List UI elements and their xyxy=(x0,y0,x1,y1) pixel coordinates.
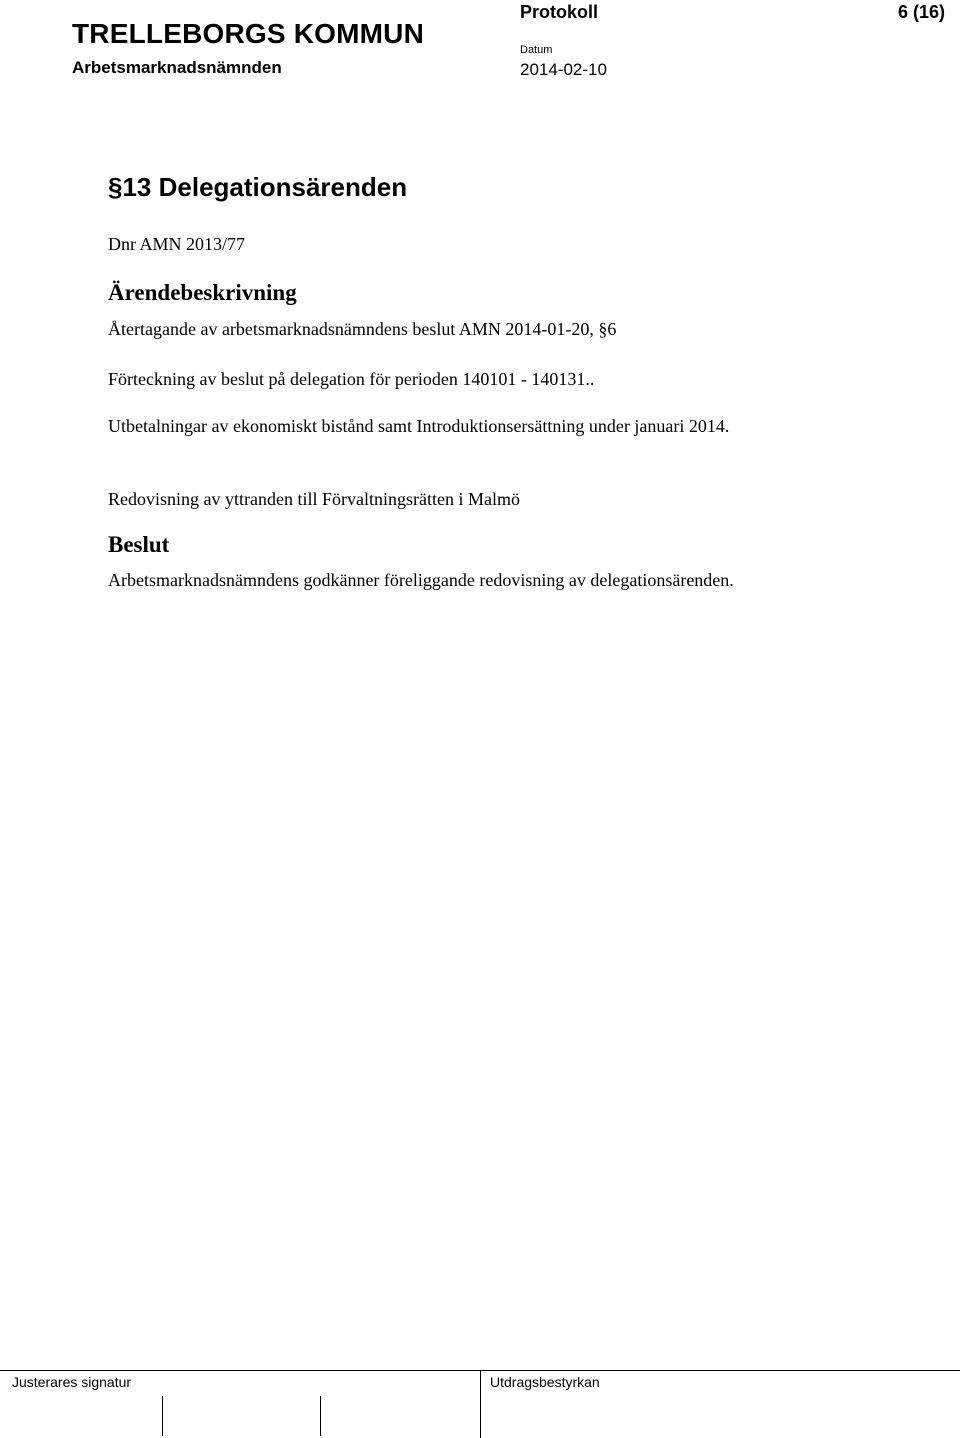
document-date: 2014-02-10 xyxy=(520,60,607,79)
case-number: Dnr AMN 2013/77 xyxy=(108,234,246,254)
signature-field[interactable] xyxy=(162,1396,164,1436)
signature-field[interactable] xyxy=(320,1396,322,1436)
page-number: 6 (16) xyxy=(898,2,946,22)
department-name: Arbetsmarknadsnämnden xyxy=(72,58,282,77)
footer-separator xyxy=(480,1370,481,1438)
date-label: Datum xyxy=(520,44,553,56)
description-item: Förteckning av beslut på delegation för perioden 140101 - 140131.. xyxy=(108,369,595,389)
description-item: Återtagande av arbetsmarknadsnämndens beslut AMN 2014-01-20, §6 xyxy=(108,319,617,339)
organization-name: TRELLEBORGS KOMMUN xyxy=(72,18,425,49)
description-item: Utbetalningar av ekonomiskt bistånd samt Introduktionsersättning under januari 2014. xyxy=(108,416,730,436)
decision-text: Arbetsmarknadsnämndens godkänner föreliggande redovisning av delegationsärenden. xyxy=(108,570,734,590)
document-type: Protokoll xyxy=(520,2,599,22)
signature-label: Justerares signatur xyxy=(12,1374,132,1390)
description-item: Redovisning av yttranden till Förvaltningsrätten i Malmö xyxy=(108,489,520,509)
extract-label: Utdragsbestyrkan xyxy=(490,1374,600,1390)
description-heading: Ärendebeskrivning xyxy=(108,280,297,305)
decision-heading: Beslut xyxy=(108,532,170,557)
section-heading: §13 Delegationsärenden xyxy=(108,172,408,202)
